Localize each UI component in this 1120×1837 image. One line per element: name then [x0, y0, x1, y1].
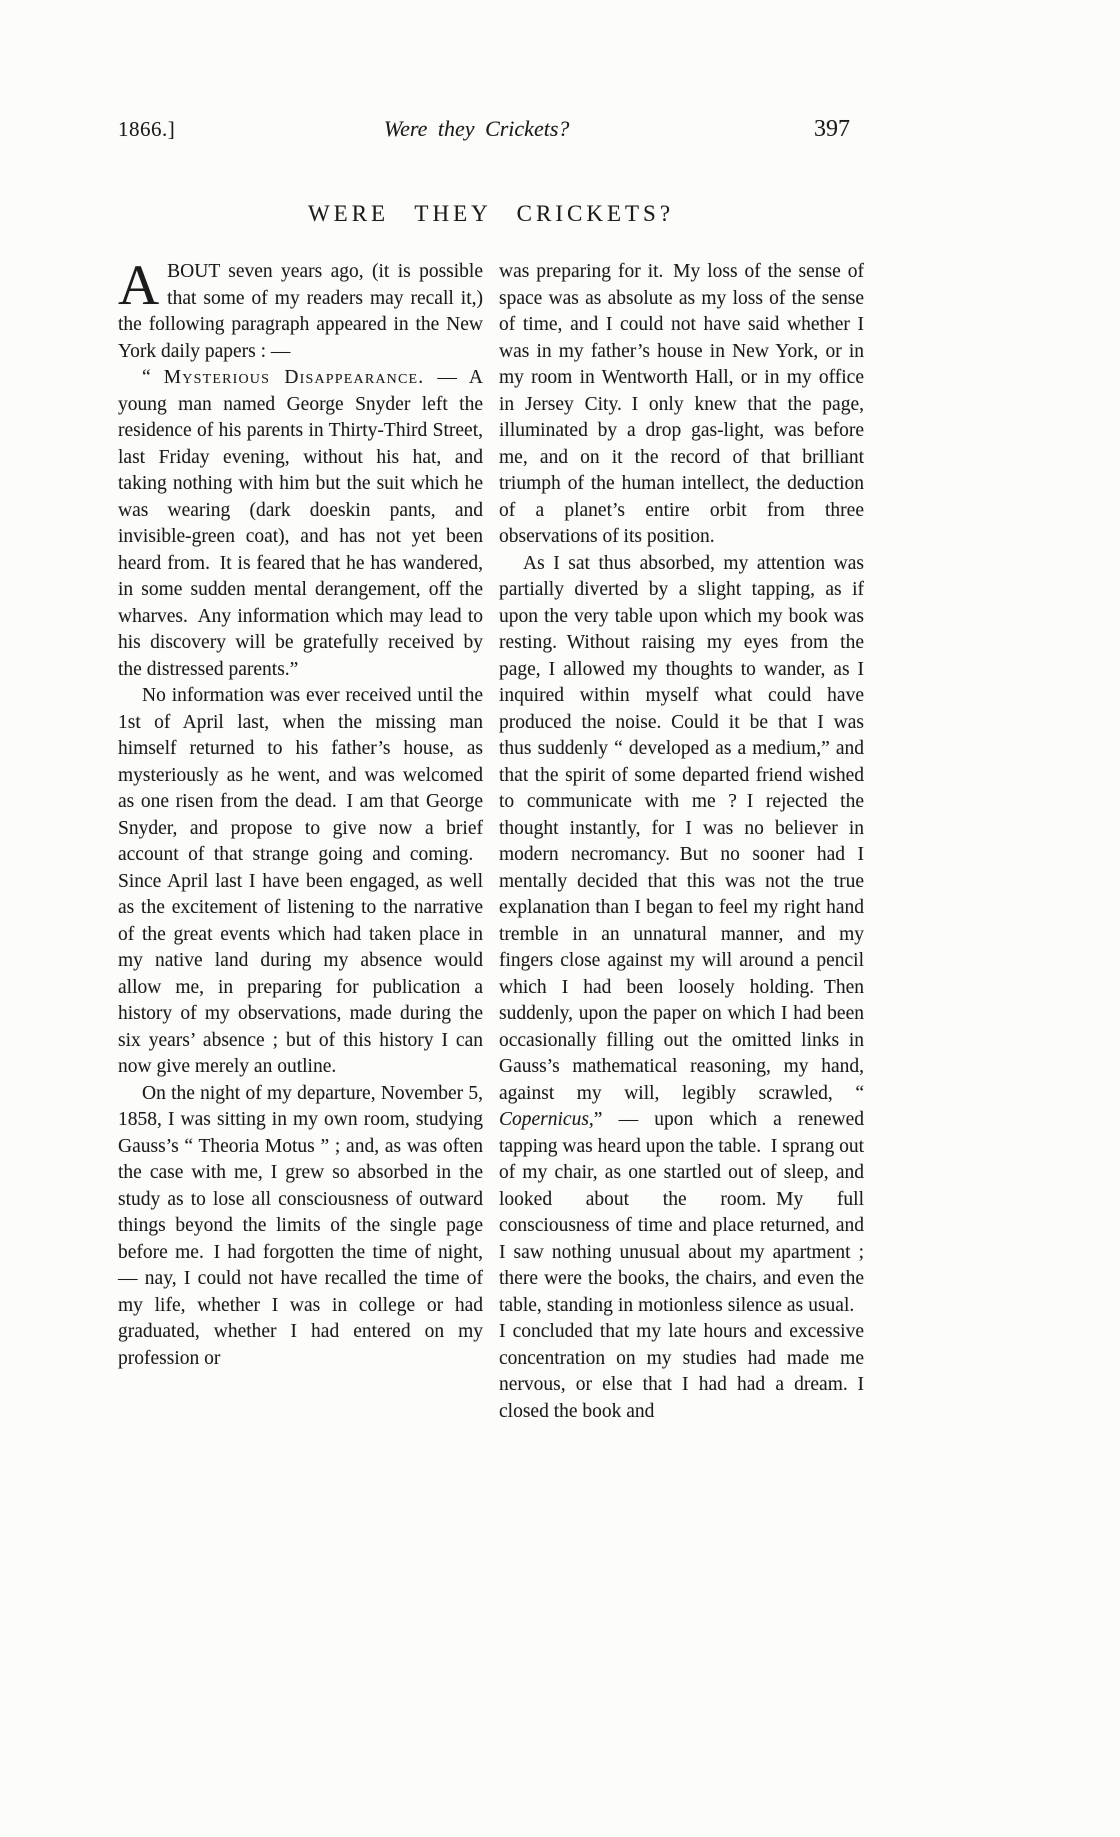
scanned-book-page — [118, 116, 864, 1425]
text-run: was preparing for it. My loss of the sense of space was as absolute as my loss of the sense of time, and I could not have said whether I was in my father’s house in New York, or in my room in Wentworth Hall, or in my office in Jersey City. I only knew that the page, illuminated by a drop gas-light, was before me, and on it the record of that brilliant triumph of the human intellect, the deduction of a planet’s entire orbit from three observations of its position. — [499, 261, 864, 547]
running-head — [118, 116, 864, 143]
header-running-title: Were they Crickets? — [383, 116, 570, 141]
text-run: BOUT seven years ago, (it is possible that some of my readers may recall it,) the following paragraph appeared in the New York daily papers : — — [118, 261, 483, 362]
small-caps-text: Mysterious Disappearance. — [163, 367, 425, 388]
right-column — [499, 259, 864, 1425]
paragraph — [118, 254, 483, 365]
paragraph — [118, 365, 483, 683]
text-run: ” — upon which a renewed tapping was heard upon the table. I sprang out of my chair, as one startled out of sleep, and looked about the room. My full consciousness of time and place returned, and I saw nothing unusual about my apartment ; there were the books, the chairs, and even the table, standing in motionless silence as usual. I concluded that my late hours and excessive concentration on my studies had made me nervous, or else that I had had a dream. I closed the book and — [499, 1109, 864, 1422]
text-run: — A young man named George Snyder left the residence of his parents in Thirty-Third Street, last Friday evening, without his hat, and taking nothing with him but the suit which he was wearing (dark doeskin pants, and invisible-green coat), and has not yet been heard from. It is feared that he has wandered, in some sudden mental derangement, off the wharves. Any information which may lead to his discovery will be gratefully received by the distressed parents.” — [118, 367, 484, 680]
drop-cap-initial: A — [118, 254, 160, 317]
paragraph — [499, 551, 864, 1426]
italic-text: Copernicus, — [499, 1109, 594, 1130]
text-run: As I sat thus absorbed, my attention was partially diverted by a slight tapping, as if upon the very table upon which my book was resting. Without raising my eyes from the page, I allowed my thoughts to wander, as I inquired within myself what could have produced the noise. Could it be that I was thus suddenly “ developed as a medium,” and that the spirit of some departed friend wished to communicate with me ? I rejected the thought instantly, for I was no believer in modern necromancy. But no sooner had I mentally decided that this was not the true explanation than I began to feel my right hand tremble in an unnatural manner, and my fingers close against my will around a pencil which I had been loosely holding. Then suddenly, upon the paper on which I had been occasionally filling out the omitted links in Gauss’s mathematical reasoning, my hand, against my will, legibly scrawled, “ — [499, 552, 864, 1104]
text-run: On the night of my departure, November 5, 1858, I was sitting in my own room, studying Gauss’s “ Theoria Motus ” ; and, as was often the case with me, I grew so absorbed in the study as to lose all consciousness of outward things beyond the limits of the single page before me. I had forgotten the time of night, — nay, I could not have recalled the time of my life, whether I was in college or had graduated, whether I had entered on my profession or — [118, 1082, 483, 1369]
text-columns — [118, 254, 864, 1425]
article-title: WERE THEY CRICKETS? — [307, 201, 675, 226]
left-column — [118, 254, 484, 1425]
text-run: No information was ever received until the 1st of April last, when the missing man himself returned to his father’s house, as mysteriously as he went, and was welcomed as one risen from the dead. I am that George Snyder, and propose to give now a brief account of that strange going and coming. Since April last I have been engaged, as well as the excitement of listening to the narrative of the great events which had taken place in my native land during my absence would allow me, in preparing for publication a history of my observations, made during the six years’ absence ; but of this history I can now give merely an outline. — [118, 685, 483, 1077]
text-run: “ — [142, 367, 164, 388]
header-year: 1866.] — [118, 117, 176, 141]
paragraph — [118, 683, 483, 1081]
header-page-number: 397 — [813, 116, 850, 142]
paragraph — [499, 259, 864, 551]
paragraph — [118, 1081, 483, 1373]
